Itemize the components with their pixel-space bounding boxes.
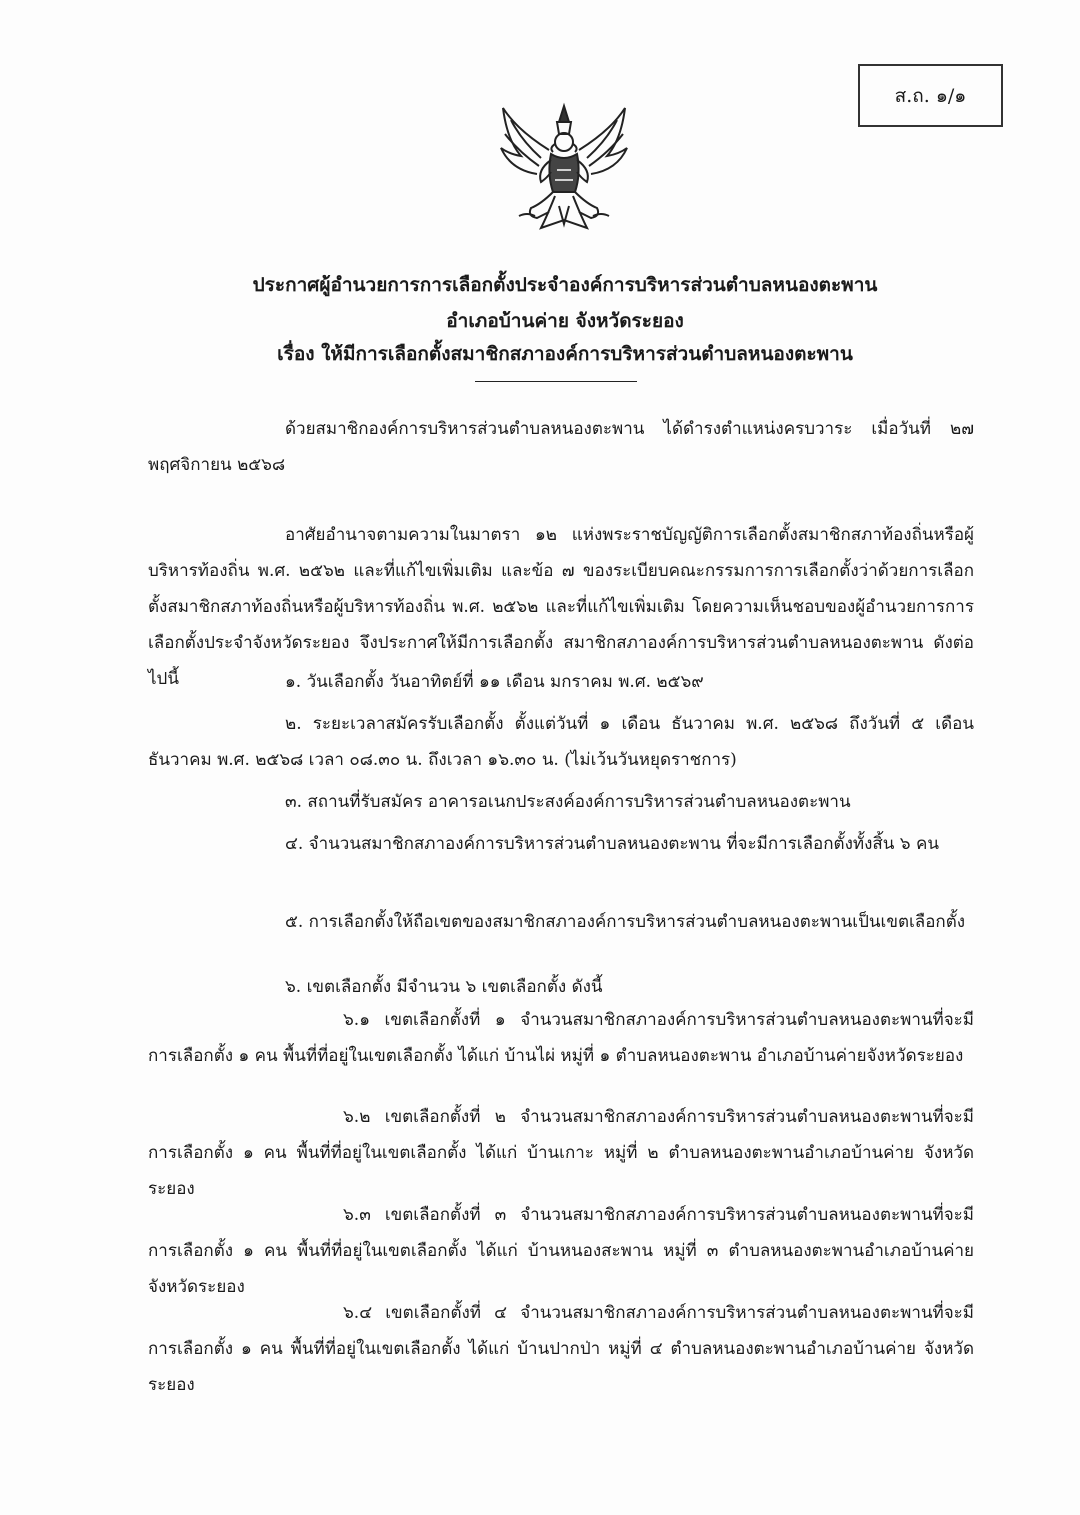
item-application-venue: ๓. สถานที่รับสมัคร อาคารอเนกประสงค์องค์การบริหารส่วนตำบลหนองตะพาน — [285, 792, 851, 812]
item-constituency-1: ๖.๑ เขตเลือกตั้งที่ ๑ จำนวนสมาชิกสภาองค์การบริหารส่วนตำบลหนองตะพานที่จะมีการเลือกตั้ง ๑ คน พื้นที่ที่อยู่ในเขตเลือกตั้ง ได้แก่ บ้านไผ่ หมู่ที่ ๑ ตำบลหนองตะพาน อำเภอบ้านค่ายจังหวัดระยอง — [148, 1010, 974, 1066]
paragraph-authority: อาศัยอำนาจตามความในมาตรา ๑๒ แห่งพระราชบัญญัติการเลือกตั้งสมาชิกสภาท้องถิ่นหรือผู้บริหารท้องถิ่น พ.ศ. ๒๕๖๒ และที่แก้ไขเพิ่มเติม และข้อ ๗ ของระเบียบคณะกรรมการการเลือกตั้งว่าด้วยการเลือกตั้งสมาชิกสภาท้องถิ่นหรือผู้บริหารท้องถิ่น พ.ศ. ๒๕๖๒ และที่แก้ไขเพิ่มเติม โดยความเห็นชอบของผู้อำนวยการการเลือกตั้งประจำจังหวัดระยอง จึงประกาศให้มีการเลือกตั้ง สมาชิกสภาองค์การบริหารส่วนตำบลหนองตะพาน ดังต่อไปนี้ — [148, 525, 974, 689]
garuda-emblem-icon — [497, 100, 632, 235]
item-constituency-basis: ๕. การเลือกตั้งให้ถือเขตของสมาชิกสภาองค์การบริหารส่วนตำบลหนองตะพานเป็นเขตเลือกตั้ง — [285, 912, 966, 932]
form-code: ส.ถ. ๑/๑ — [894, 84, 967, 107]
paragraph-term-end: ด้วยสมาชิกองค์การบริหารส่วนตำบลหนองตะพาน ได้ดำรงตำแหน่งครบวาระ เมื่อวันที่ ๒๗ พฤศจิกายน ๒๕๖๘ — [148, 419, 974, 475]
form-code-box — [858, 64, 1003, 127]
item-member-count: ๔. จำนวนสมาชิกสภาองค์การบริหารส่วนตำบลหนองตะพาน ที่จะมีการเลือกตั้งทั้งสิ้น ๖ คน — [285, 834, 939, 854]
item-constituency-count: ๖. เขตเลือกตั้ง มีจำนวน ๖ เขตเลือกตั้ง ดังนี้ — [285, 977, 603, 997]
item-constituency-4: ๖.๔ เขตเลือกตั้งที่ ๔ จำนวนสมาชิกสภาองค์การบริหารส่วนตำบลหนองตะพานที่จะมีการเลือกตั้ง ๑ คน พื้นที่ที่อยู่ในเขตเลือกตั้ง ได้แก่ บ้านปากป่า หมู่ที่ ๔ ตำบลหนองตะพานอำเภอบ้านค่าย จังหวัดระยอง — [148, 1303, 974, 1395]
announcement-title: ประกาศผู้อำนวยการการเลือกตั้งประจำองค์การบริหารส่วนตำบลหนองตะพาน — [252, 274, 878, 296]
announcement-subject: เรื่อง ให้มีการเลือกตั้งสมาชิกสภาองค์การบริหารส่วนตำบลหนองตะพาน — [277, 343, 853, 365]
item-application-period: ๒. ระยะเวลาสมัครรับเลือกตั้ง ตั้งแต่วันที่ ๑ เดือน ธันวาคม พ.ศ. ๒๕๖๘ ถึงวันที่ ๕ เดือน ธันวาคม พ.ศ. ๒๕๖๘ เวลา ๐๘.๓๐ น. ถึงเวลา ๑๖.๓๐ น. (ไม่เว้นวันหยุดราชการ) — [148, 714, 974, 770]
item-election-date: ๑. วันเลือกตั้ง วันอาทิตย์ที่ ๑๑ เดือน มกราคม พ.ศ. ๒๕๖๙ — [285, 672, 704, 692]
announcement-district: อำเภอบ้านค่าย จังหวัดระยอง — [446, 310, 684, 332]
item-constituency-3: ๖.๓ เขตเลือกตั้งที่ ๓ จำนวนสมาชิกสภาองค์การบริหารส่วนตำบลหนองตะพานที่จะมีการเลือกตั้ง ๑ คน พื้นที่ที่อยู่ในเขตเลือกตั้ง ได้แก่ บ้านหนองสะพาน หมู่ที่ ๓ ตำบลหนองตะพานอำเภอบ้านค่าย จังหวัดระยอง — [148, 1205, 974, 1297]
title-divider — [475, 381, 637, 382]
item-constituency-2: ๖.๒ เขตเลือกตั้งที่ ๒ จำนวนสมาชิกสภาองค์การบริหารส่วนตำบลหนองตะพานที่จะมีการเลือกตั้ง ๑ คน พื้นที่ที่อยู่ในเขตเลือกตั้ง ได้แก่ บ้านเกาะ หมู่ที่ ๒ ตำบลหนองตะพานอำเภอบ้านค่าย จังหวัดระยอง — [148, 1107, 974, 1199]
